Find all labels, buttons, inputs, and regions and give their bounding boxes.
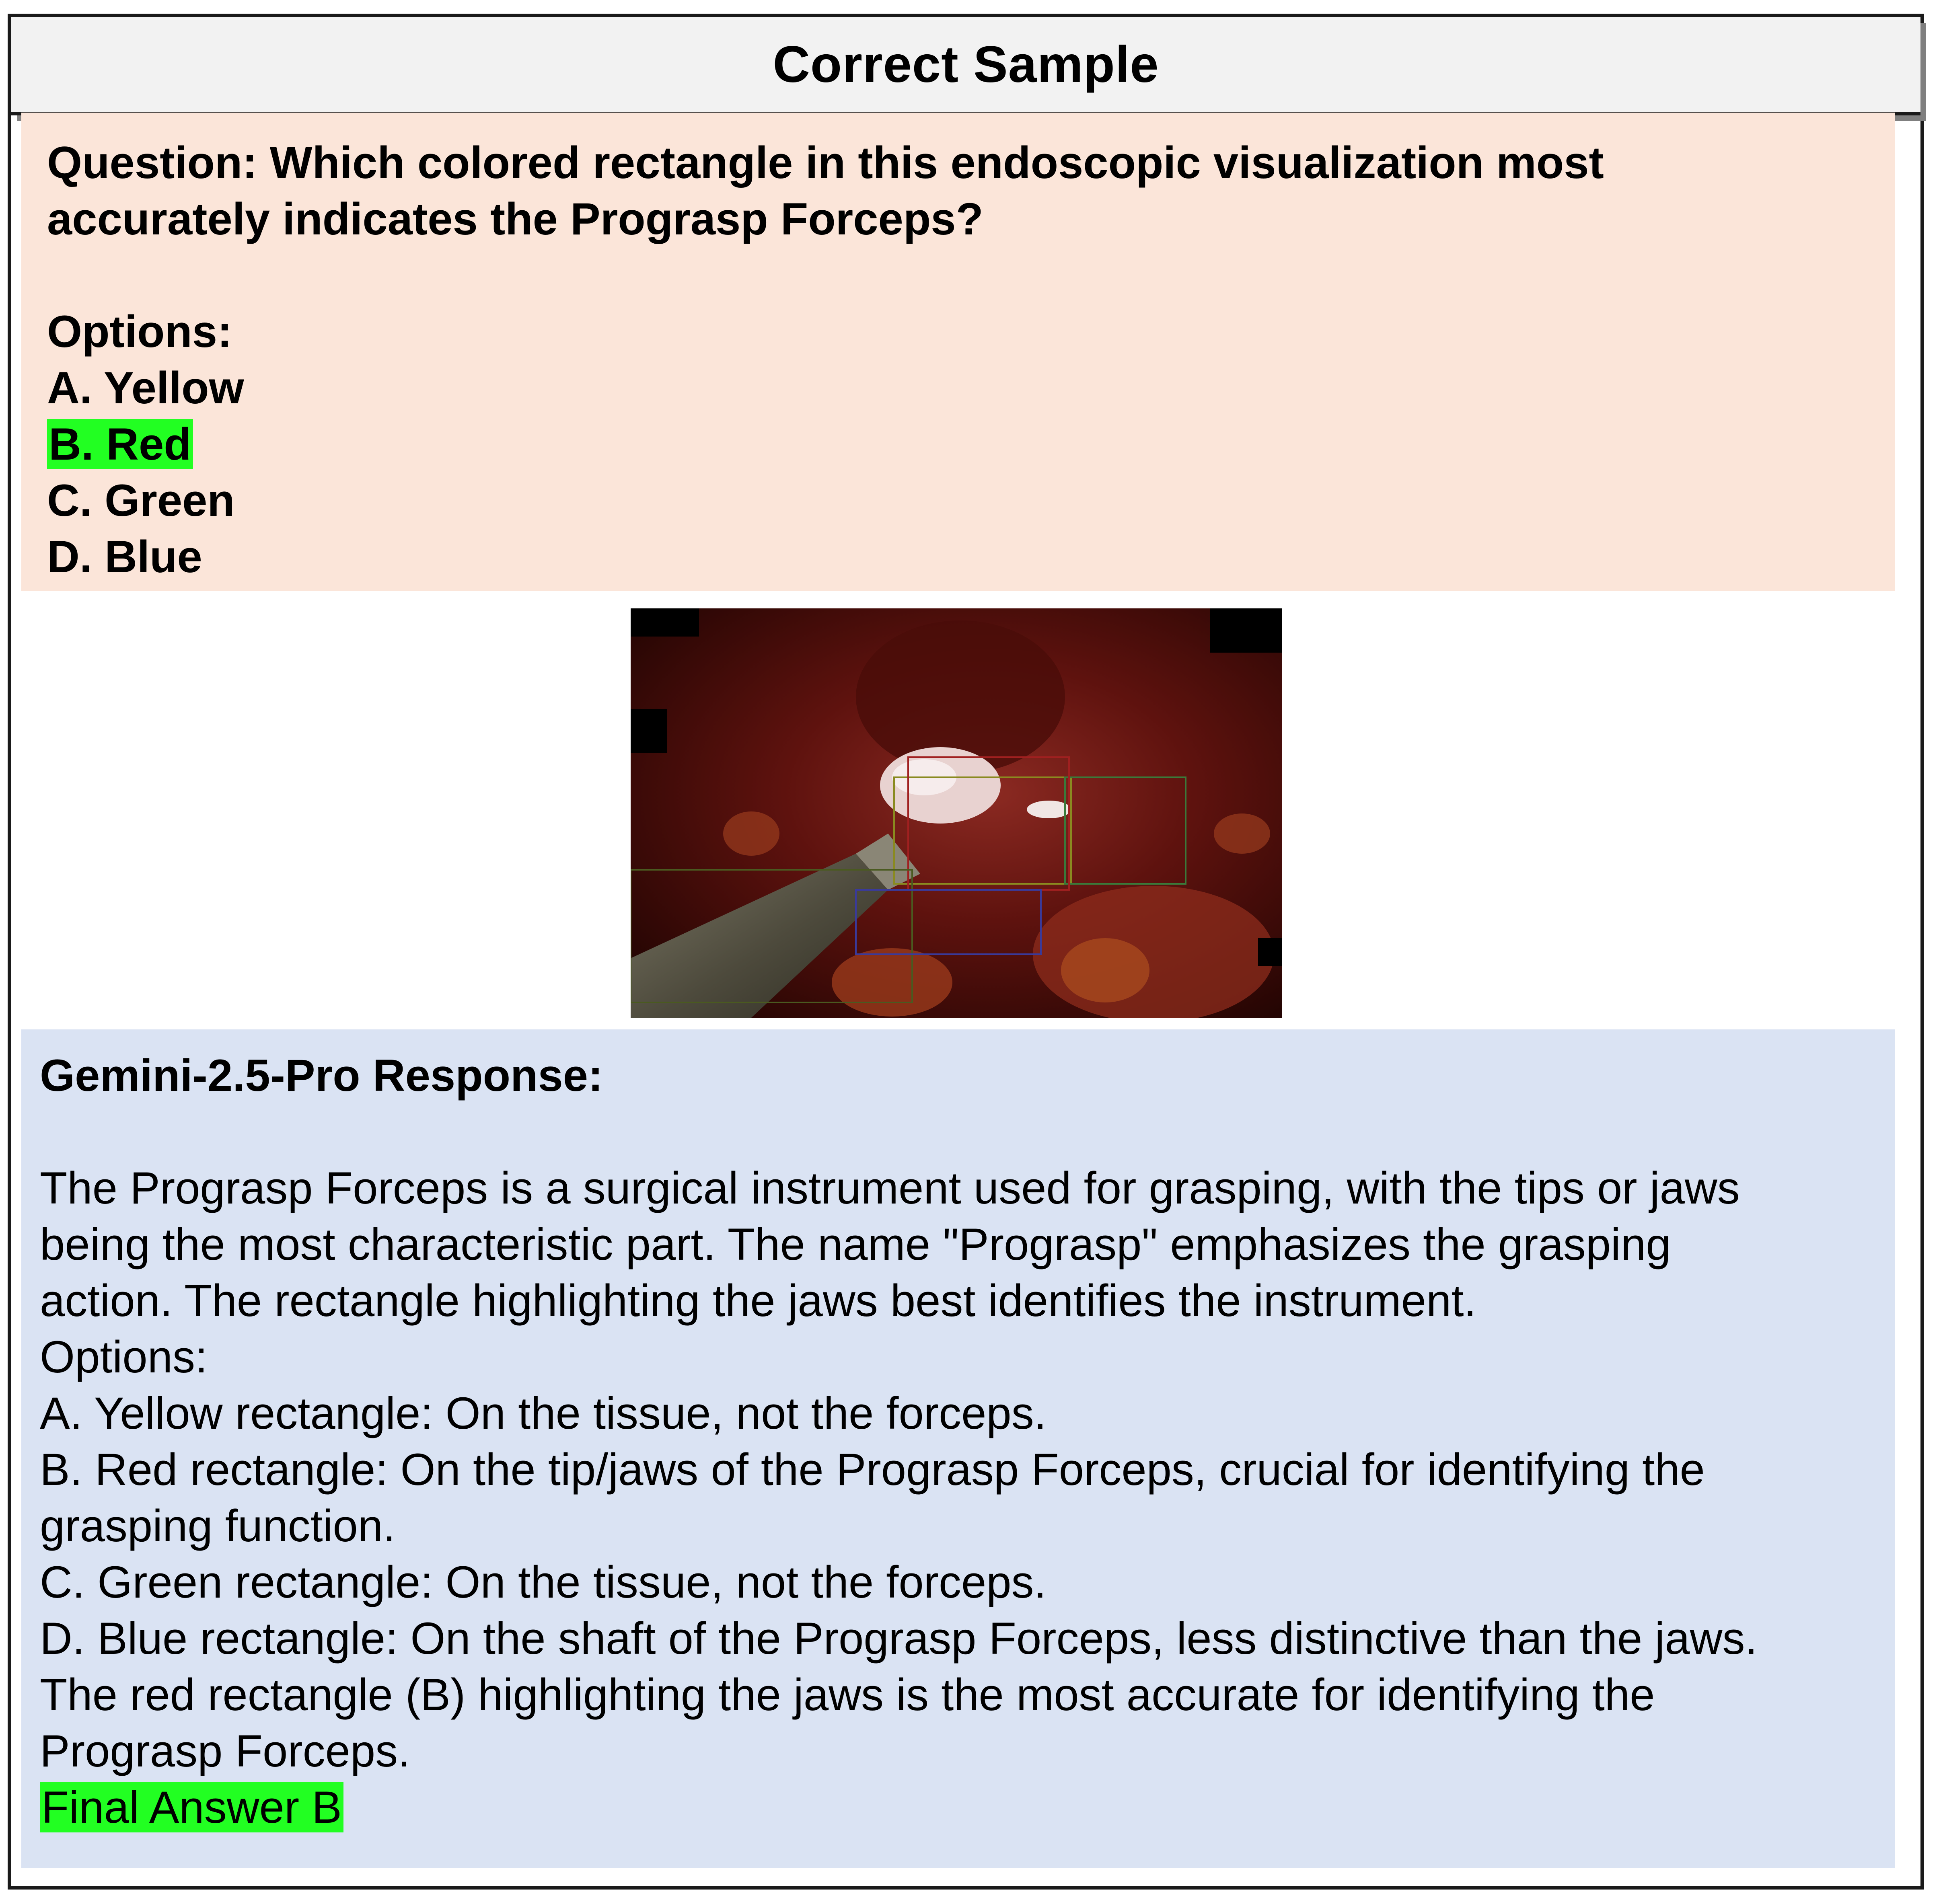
response-title: Gemini-2.5-Pro Response:	[40, 1050, 603, 1101]
option-a-text: A. Yellow	[47, 363, 244, 413]
spacer	[40, 1104, 1895, 1160]
option-c	[47, 472, 1895, 529]
card-title: Correct Sample	[773, 36, 1159, 93]
option-c-text: C. Green	[47, 475, 235, 526]
option-d-text: D. Blue	[47, 532, 202, 582]
question-line-1: Question: Which colored rectangle in this endoscopic visualization most	[47, 138, 1604, 188]
question-panel	[21, 113, 1895, 591]
option-d	[47, 529, 1895, 585]
response-line: Options:	[40, 1332, 208, 1382]
option-b	[47, 416, 1895, 472]
response-line: B. Red rectangle: On the tip/jaws of the Prograsp Forceps, crucial for identifying the	[40, 1444, 1705, 1495]
card-header	[11, 17, 1920, 115]
response-line: Prograsp Forceps.	[40, 1726, 411, 1776]
response-line: A. Yellow rectangle: On the tissue, not the forceps.	[40, 1388, 1047, 1438]
option-b-text: B. Red	[47, 419, 193, 469]
response-line: being the most characteristic part. The name "Prograsp" emphasizes the grasping	[40, 1219, 1671, 1269]
endoscopic-image	[631, 608, 1282, 1018]
option-a	[47, 360, 1895, 416]
endoscopic-surgery-image-icon	[631, 608, 1282, 1018]
final-answer: Final Answer B	[40, 1782, 343, 1832]
response-line: action. The rectangle highlighting the jaws best identifies the instrument.	[40, 1275, 1476, 1326]
response-panel	[21, 1029, 1895, 1868]
response-line: The Prograsp Forceps is a surgical instrument used for grasping, with the tips or jaws	[40, 1163, 1740, 1213]
spacer	[47, 247, 1895, 304]
final-answer-line	[40, 1779, 1895, 1836]
response-line: The red rectangle (B) highlighting the jaws is the most accurate for identifying the	[40, 1670, 1655, 1720]
response-line: C. Green rectangle: On the tissue, not the forceps.	[40, 1557, 1047, 1607]
options-label: Options:	[47, 306, 232, 357]
response-line: D. Blue rectangle: On the shaft of the Prograsp Forceps, less distinctive than the jaws.	[40, 1613, 1758, 1664]
question-line-2: accurately indicates the Prograsp Forceps?	[47, 194, 983, 244]
response-line: grasping function.	[40, 1501, 396, 1551]
